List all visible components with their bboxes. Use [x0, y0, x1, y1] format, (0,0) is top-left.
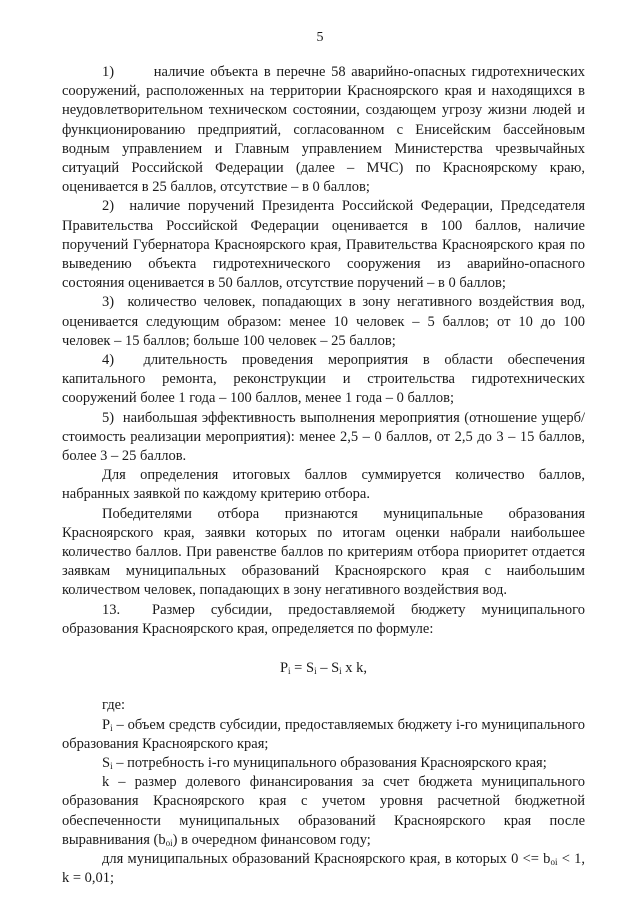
formula-p: P: [279, 660, 289, 677]
definition-pi-symbol: P: [102, 716, 111, 733]
criterion-3-paragraph: 3) количество человек, попадающих в зону негативного воздействия вод, оценивается следующим образом: менее 10 человек – 5 баллов; от 10 до 100 человек – 15 баллов; больше 100 человек – 25 баллов;: [62, 294, 585, 349]
definition-k-low: [62, 850, 585, 888]
definition-si: [62, 754, 585, 773]
where-label: где:: [102, 697, 126, 714]
formula-p-sub: i: [288, 666, 291, 677]
criterion-4-paragraph: 4) длительность проведения мероприятия в области обеспечения капитального ремонта, реконструкции и строительства гидротехнических сооружений более 1 года – 100 баллов, менее 1 года – 0 баллов;: [62, 352, 585, 407]
definition-k-sub: oi: [165, 837, 173, 848]
definition-k-low-text: для муниципальных образований Красноярского края, в которых 0 <= b: [102, 850, 551, 867]
definition-k: [62, 773, 585, 850]
definition-k-text: k – размер долевого финансирования за счет бюджета муниципального образования Красноярского края с учетом уровня расчетной бюджетной обеспеченности муниципальных образований Красноярского края после выравнивания (b: [62, 774, 585, 848]
definition-si-symbol: S: [102, 754, 111, 771]
formula-s: S: [305, 660, 315, 677]
formula-eq: =: [290, 660, 306, 677]
body-text: [62, 63, 585, 888]
definition-k-low-text-end: < 1, k = 0,01;: [62, 850, 585, 887]
definition-k-text-end: ) в очередном финансовом году;: [172, 831, 371, 848]
formula-times-k: x k,: [341, 660, 368, 677]
criterion-5-paragraph: 5) наибольшая эффективность выполнения мероприятия (отношение ущерб/стоимость реализации мероприятия): менее 2,5 – 0 баллов, от 2,5 до 3 – 15 баллов, более 3 – 25 баллов.: [62, 409, 585, 465]
definition-pi-text: – объем средств субсидии, предоставляемых бюджету i-го муниципального образования Красноярского края;: [62, 716, 585, 752]
definition-pi-sub: i: [110, 722, 113, 733]
definition-pi: [62, 716, 585, 754]
definition-k-low-sub: oi: [550, 856, 558, 867]
formula-s-sub: i: [314, 666, 317, 677]
criterion-1-paragraph: 1) наличие объекта в перечне 58 аварийно-опасных гидротехнических сооружений, расположенных на территории Красноярского края и находящихся в неудовлетворительном техническом состоянии, создающем угрозу жизни людей и функционированию предприятий, согласованном с Енисейским бассейновым водным управлением и Главным управлением Министерства чрезвычайных ситуаций Российской Федерации (далее – МЧС) по Красноярскому краю, оценивается в 25 баллов, отсутствие – в 0 баллов;: [62, 64, 585, 196]
subsidy-formula: [62, 659, 585, 678]
definition-si-sub: i: [110, 760, 113, 771]
formula-s2: S: [331, 660, 340, 677]
formula-s2-sub: i: [339, 666, 342, 677]
page-number: 5: [316, 30, 324, 45]
summary-paragraph: Для определения итоговых баллов суммируется количество баллов, набранных заявкой по каждому критерию отбора.: [62, 467, 585, 503]
definition-si-text: – потребность i-го муниципального образования Красноярского края;: [112, 754, 547, 771]
winners-paragraph: Победителями отбора признаются муниципальные образования Красноярского края, заявки которых по итогам оценки набрали наибольшее количество баллов. При равенстве баллов по критериям отбора приоритет отдается заявкам муниципальных образований Красноярского края с наибольшим количеством человек, попадающих в зону негативного воздействия вод.: [62, 505, 585, 599]
criterion-2-paragraph: 2) наличие поручений Президента Российской Федерации, Председателя Правительства Российской Федерации оценивается в 100 баллов, наличие поручений Губернатора Красноярского края, Правительства Красноярского края по выведению объекта гидротехнического сооружения из аварийно-опасного состояния оценивается в 50 баллов, отсутствие поручений – в 0 баллов;: [62, 198, 585, 292]
formula-minus: –: [316, 660, 332, 677]
clause-13-paragraph: 13. Размер субсидии, предоставляемой бюджету муниципального образования Красноярского края, определяется по формуле:: [62, 601, 585, 637]
